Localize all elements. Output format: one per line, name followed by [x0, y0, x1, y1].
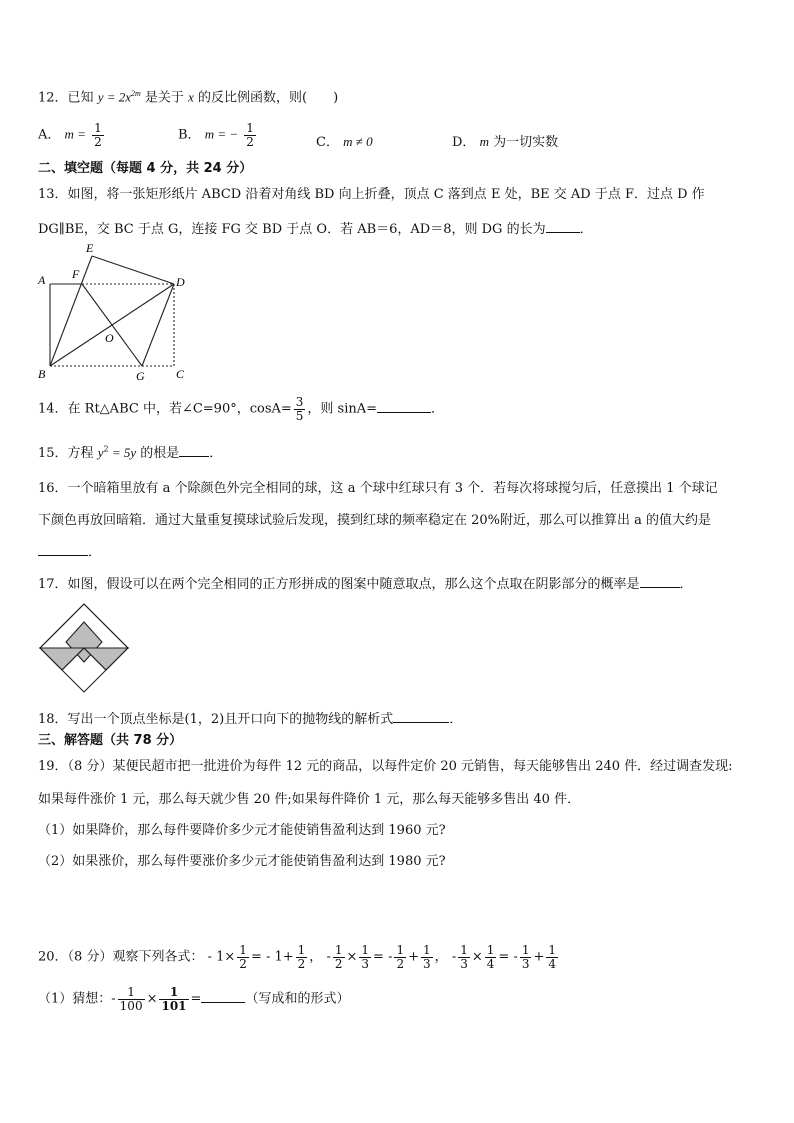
- q15: 15．方程 $y^2 = 5y$ 的根是 ．: [38, 444, 223, 461]
- answer-blank[interactable]: [38, 543, 88, 556]
- q19-sub1: （1）如果降价，那么每件要降价多少元才能使销售盈利达到 1960 元?: [38, 823, 446, 838]
- label-c: C: [176, 367, 185, 381]
- q16-line3: ．: [38, 543, 101, 559]
- fraction: $\frac{1}{4}$: [548, 943, 557, 971]
- q13-line1: 13．如图，将一张矩形纸片 ABCD 沿着对角线 BD 向上折叠，顶点 C 落到点 E 处，BE 交 AD 于点 F．过点 D 作: [38, 187, 705, 202]
- answer-blank[interactable]: [179, 444, 209, 457]
- answer-blank[interactable]: [640, 575, 680, 588]
- section-heading-answers: 三、解答题（共 78 分）: [38, 733, 183, 748]
- fraction: $\frac{1}{101}$: [161, 985, 187, 1013]
- q20-sub1: （1）猜想：- $\frac{1}{100}$ × $\frac{1}{101}$ = （写成和的形式）: [38, 985, 350, 1013]
- q20-stem: 20．（8 分）观察下列各式： - 1× $\frac{1}{2}$ = - 1+ $\frac{1}{2}$ ， - $\frac{1}{2}$ × $\frac{1}{3}$ = - $\frac{1}{2}$ + $\frac{1}{3}$ ， - $\frac{1}{3}$ × $\frac{1}{4}$ = - $\frac{1}{3}$ + $\frac{1}{4}$: [38, 943, 557, 971]
- answer-blank[interactable]: [546, 220, 580, 233]
- q12-stem: 12．已知 $y = 2x^{2m}$ 是关于 x 的反比例函数，则( ): [38, 89, 339, 106]
- answer-blank[interactable]: [393, 710, 449, 723]
- q12-option-c: C． m ≠ 0: [316, 134, 373, 150]
- fraction: $\frac{1}{3}$: [423, 943, 431, 971]
- label-d: D: [176, 275, 185, 289]
- label-e: E: [86, 242, 94, 255]
- answer-blank[interactable]: [201, 990, 245, 1003]
- q12-exponent: 2m: [131, 89, 141, 98]
- shaded-left-triangle: [40, 648, 84, 670]
- q13-rectangle-fold-figure: [36, 242, 196, 382]
- q12-formula: y = 2x: [97, 89, 131, 105]
- fraction: $\frac{1}{2}$: [94, 121, 102, 149]
- shaded-right-triangle: [84, 648, 128, 670]
- label-a: A: [38, 273, 46, 287]
- q19-line2: 如果每件涨价 1 元，那么每天就少售 20 件;如果每件降价 1 元，那么每天能够多售出 40 件．: [38, 792, 581, 807]
- q16-line1: 16．一个暗箱里放有 a 个除颜色外完全相同的球，这 a 个球中红球只有 3 个．若每次将球搅匀后，任意摸出 1 个球记: [38, 481, 718, 496]
- fraction: $\frac{1}{2}$: [396, 943, 405, 971]
- q14: 14．在 Rt△ABC 中，若∠C=90°，cosA= $\frac{3}{5}$ ，则 sinA= ．: [38, 395, 445, 423]
- fraction: $\frac{1}{2}$: [246, 121, 254, 149]
- fraction: $\frac{1}{3}$: [361, 943, 370, 971]
- q13-line2: DG∥BE，交 BC 于点 G，连接 FG 交 BD 于点 O．若 AB＝6，AD＝8，则 DG 的长为 ．: [38, 222, 593, 237]
- answer-blank[interactable]: [377, 400, 431, 413]
- fraction: $\frac{1}{3}$: [521, 943, 530, 971]
- fraction: $\frac{1}{2}$: [297, 943, 306, 971]
- fraction: $\frac{1}{2}$: [334, 943, 343, 971]
- label-o: O: [105, 331, 114, 345]
- fraction: $\frac{3}{5}$: [295, 395, 304, 423]
- q16-line2: 下颜色再放回暗箱．通过大量重复摸球试验后发现，摸到红球的频率稳定在 20%附近，那么可以推算出 a 的值大约是: [38, 513, 712, 528]
- q12-option-a: A． m = $\frac{1}{2}$: [38, 121, 102, 149]
- fraction: $\frac{1}{100}$: [119, 985, 143, 1013]
- section-heading-fill-in: 二、填空题（每题 4 分，共 24 分）: [38, 161, 253, 176]
- q18: 18．写出一个顶点坐标是(1，2)且开口向下的抛物线的解析式 ．: [38, 712, 463, 727]
- label-b: B: [38, 367, 46, 381]
- q19-line1: 19．（8 分）某便民超市把一批进价为每件 12 元的商品，以每件定价 20 元销售，每天能够售出 240 件．经过调查发现:: [38, 759, 733, 774]
- label-g: G: [136, 369, 145, 382]
- q17: 17．如图，假设可以在两个完全相同的正方形拼成的图案中随意取点，那么这个点取在阴影部分的概率是 ．: [38, 577, 693, 592]
- q12-option-d: D． m 为一切实数: [452, 134, 559, 150]
- q17-two-squares-figure: [36, 600, 216, 696]
- q19-sub2: （2）如果涨价，那么每件要涨价多少元才能使销售盈利达到 1980 元?: [38, 854, 446, 869]
- q12-option-b: B． m = − $\frac{1}{2}$: [178, 121, 254, 149]
- fraction: $\frac{1}{2}$: [239, 943, 247, 971]
- label-f: F: [72, 267, 80, 281]
- fraction: $\frac{1}{3}$: [460, 943, 468, 971]
- fraction: $\frac{1}{4}$: [486, 943, 495, 971]
